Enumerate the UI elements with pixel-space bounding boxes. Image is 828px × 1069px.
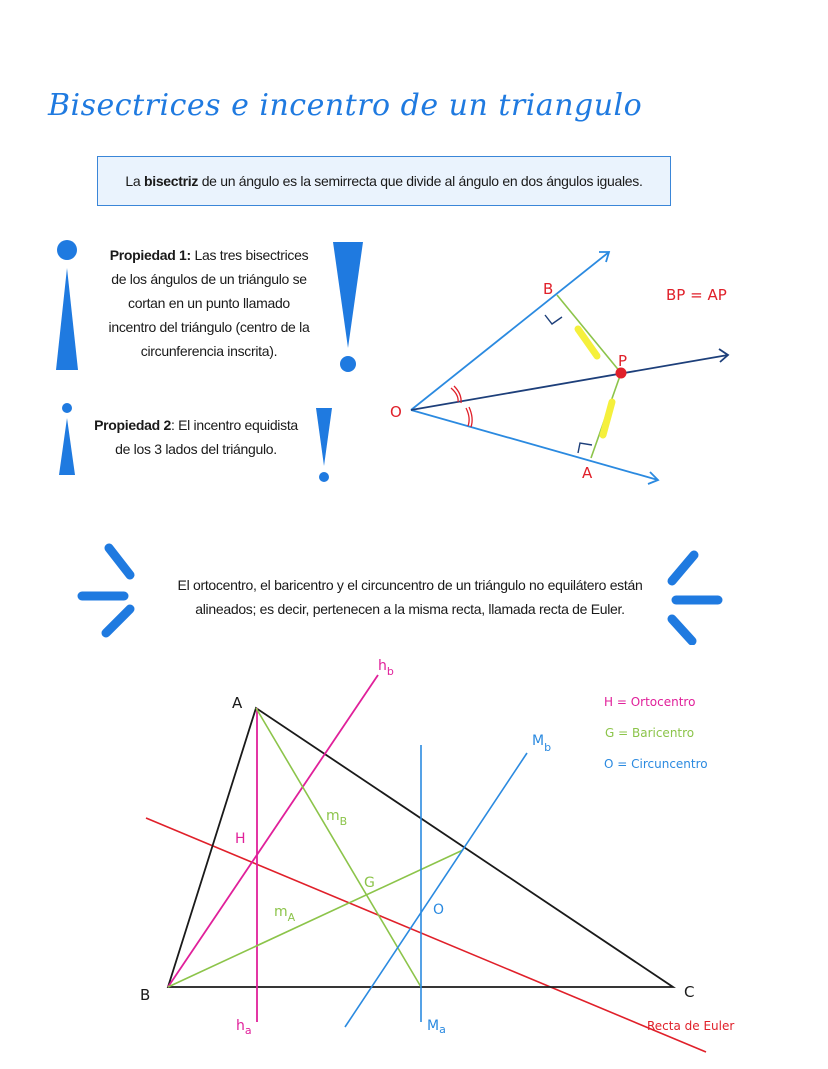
point-h: H [235, 831, 246, 847]
label-p: P [618, 352, 628, 370]
label-b: B [543, 280, 554, 298]
legend-g: G = Baricentro [605, 726, 695, 740]
inverted-exclamation-icon [52, 238, 82, 373]
label-ma: $m_A$ [274, 904, 296, 924]
property-1-line: de los ángulos de un triángulo se [111, 271, 307, 287]
exclamation-icon [330, 240, 366, 375]
property-1 [92, 243, 326, 363]
legend-o: O = Circuncentro [604, 757, 708, 771]
emphasis-lines-left-icon [76, 540, 146, 645]
legend-h: H = Ortocentro [604, 695, 696, 709]
property-2-label: Propiedad 2 [94, 417, 171, 433]
definition-box [97, 156, 671, 206]
euler-statement [150, 573, 670, 621]
property-1-line: incentro del triángulo (centro de la [108, 319, 310, 335]
vertex-b: B [140, 986, 151, 1004]
euler-line-label: Recta de Euler [647, 1019, 735, 1033]
label-ha: $h_a$ [236, 1018, 252, 1037]
label-mb: $m_B$ [326, 808, 348, 828]
property-1-line: cortan en un punto llamado [128, 295, 290, 311]
label-mb-perp: $M_b$ [532, 733, 552, 754]
exclamation-icon [314, 406, 334, 484]
label-a: A [582, 464, 593, 482]
property-2 [82, 413, 310, 461]
label-ma-perp: $M_a$ [427, 1018, 446, 1036]
property-1-line: Las tres bisectrices [194, 247, 309, 263]
label-hb: $h_b$ [378, 658, 394, 678]
euler-line-2: alineados; es decir, pertenecen a la misma recta, llamada recta de Euler. [195, 601, 625, 617]
point-o: O [433, 902, 445, 918]
definition-prefix: La [125, 173, 141, 189]
vertex-a: A [232, 694, 243, 712]
property-1-label: Propiedad 1: [109, 247, 191, 263]
vertex-c: C [684, 983, 695, 1001]
property-2-line: : El incentro equidista [170, 417, 298, 433]
definition-term: bisectriz [143, 173, 199, 189]
inverted-exclamation-icon [56, 402, 78, 476]
definition-text: de un ángulo es la semirrecta que divide al ángulo en dos ángulos iguales. [201, 173, 643, 189]
page-title: Bisectrices e incentro de un triangulo [48, 88, 643, 123]
property-2-line: de los 3 lados del triángulo. [115, 441, 277, 457]
property-1-line: circunferencia inscrita). [140, 343, 278, 359]
euler-line-1: El ortocentro, el baricentro y el circuncentro de un triángulo no equilátero están [177, 577, 643, 593]
bisector-diagram [380, 240, 750, 490]
euler-diagram [0, 650, 828, 1069]
equation-bp-ap: BP = AP [666, 286, 727, 304]
point-g: G [364, 875, 375, 891]
emphasis-lines-right-icon [660, 545, 730, 645]
label-o: O [390, 403, 402, 421]
